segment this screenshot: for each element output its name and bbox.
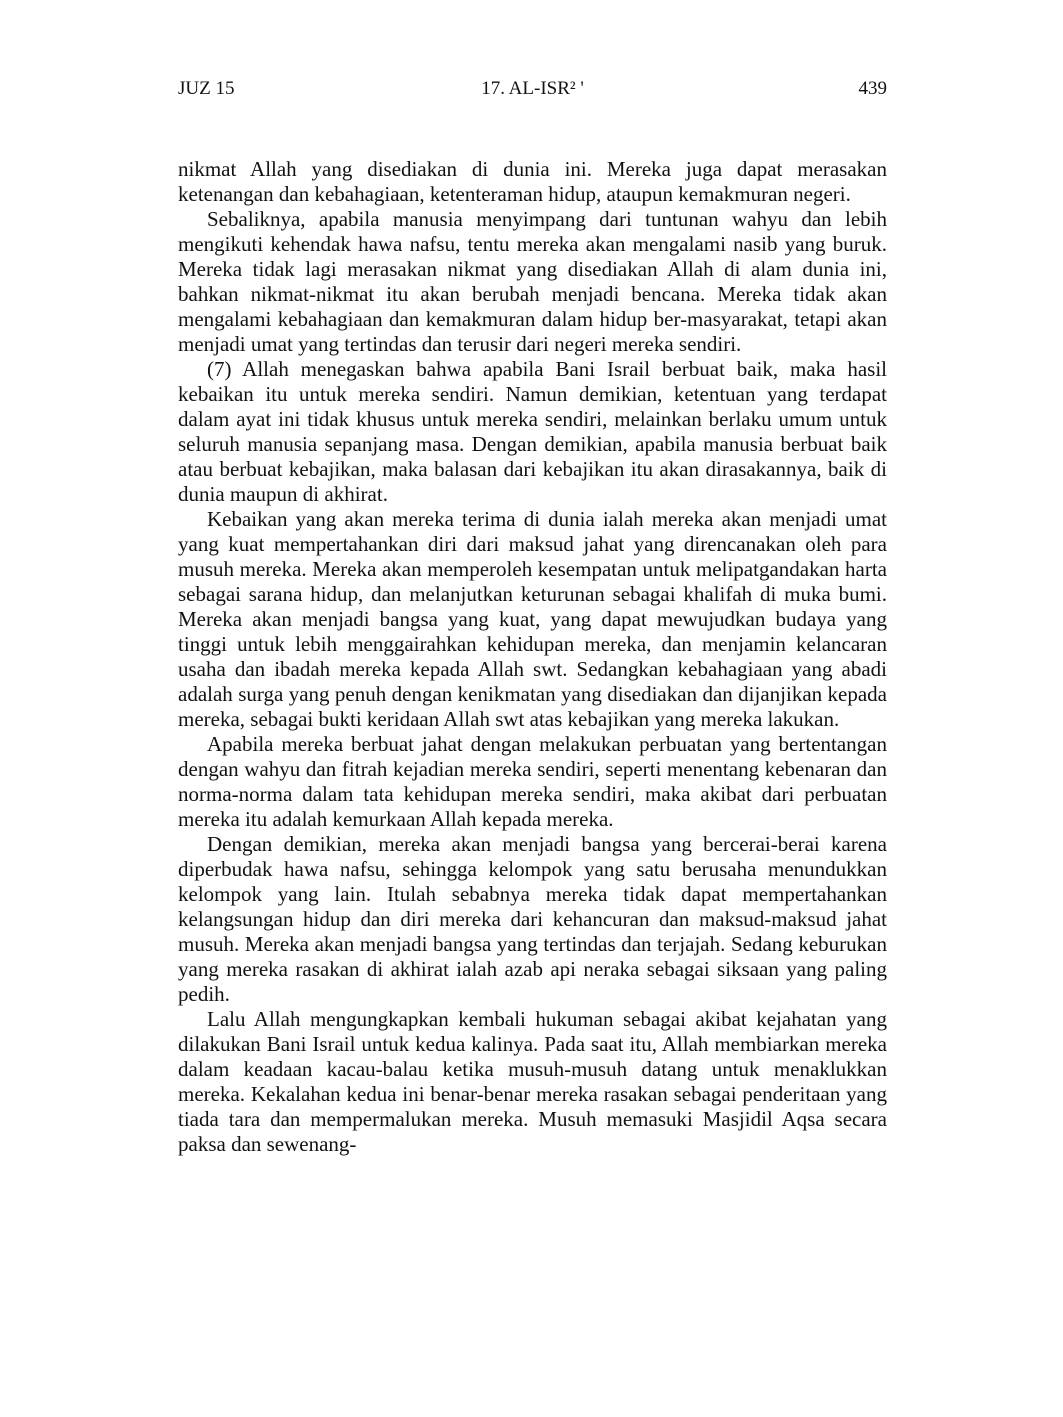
paragraph: Kebaikan yang akan mereka terima di dunia ialah mereka akan menjadi umat yang kuat mempertahankan diri dari maksud jahat yang direncanakan oleh para musuh mereka. Mereka akan memperoleh kesempatan untuk melipatgandakan harta sebagai sarana hidup, dan melanjutkan keturunan sebagai khalifah di muka bumi. Mereka akan menjadi bangsa yang kuat, yang dapat mewujudkan budaya yang tinggi untuk lebih menggairahkan kehidupan mereka, dan menjamin kelancaran usaha dan ibadah mereka kepada Allah swt. Sedangkan kebahagiaan yang abadi adalah surga yang penuh dengan kenikmatan yang disediakan dan dijanjikan kepada mereka, sebagai bukti keridaan Allah swt atas kebajikan yang mereka lakukan. [178,507,887,731]
paragraph: Sebaliknya, apabila manusia menyimpang dari tuntunan wahyu dan lebih mengikuti kehendak hawa nafsu, tentu mereka akan mengalami nasib yang buruk. Mereka tidak lagi merasakan nikmat yang disediakan Allah di alam dunia ini, bahkan nikmat-nikmat itu akan berubah menjadi bencana. Mereka tidak akan mengalami kebahagiaan dan kemakmuran dalam hidup ber-masyarakat, tetapi akan menjadi umat yang tertindas dan terusir dari negeri mereka sendiri. [178,207,887,356]
paragraph: Lalu Allah mengungkapkan kembali hukuman sebagai akibat kejahatan yang dilakukan Bani Israil untuk kedua kalinya. Pada saat itu, Allah membiarkan mereka dalam keadaan kacau-balau ketika musuh-musuh datang untuk menaklukkan mereka. Kekalahan kedua ini benar-benar mereka rasakan sebagai penderitaan yang tiada tara dan mempermalukan mereka. Musuh memasuki Masjidil Aqsa secara paksa dan sewenang- [178,1007,887,1156]
paragraph-continuation: nikmat Allah yang disediakan di dunia ini. Mereka juga dapat merasakan ketenangan dan kebahagiaan, ketenteraman hidup, ataupun kemakmuran negeri. [178,157,887,206]
page-number: 439 [858,78,887,99]
body-text [178,157,887,1157]
surah-title: 17. AL-ISR² ' [481,78,584,99]
paragraph: Apabila mereka berbuat jahat dengan melakukan perbuatan yang bertentangan dengan wahyu dan fitrah kejadian mereka sendiri, seperti menentang kebenaran dan norma-norma dalam tata kehidupan mereka sendiri, maka akibat dari perbuatan mereka itu adalah kemurkaan Allah kepada mereka. [178,732,887,831]
paragraph: Dengan demikian, mereka akan menjadi bangsa yang bercerai-berai karena diperbudak hawa nafsu, sehingga kelompok yang satu berusaha menundukkan kelompok yang lain. Itulah sebabnya mereka tidak dapat mempertahankan kelangsungan hidup dan diri mereka dari kehancuran dan maksud-maksud jahat musuh. Mereka akan menjadi bangsa yang tertindas dan terjajah. Sedang keburukan yang mereka rasakan di akhirat ialah azab api neraka sebagai siksaan yang paling pedih. [178,832,887,1006]
paragraph-verse-7: (7) Allah menegaskan bahwa apabila Bani Israil berbuat baik, maka hasil kebaikan itu untuk mereka sendiri. Namun demikian, ketentuan yang terdapat dalam ayat ini tidak khusus untuk mereka sendiri, melainkan berlaku umum untuk seluruh manusia sepanjang masa. Dengan demikian, apabila manusia berbuat baik atau berbuat kebajikan, maka balasan dari kebajikan itu akan dirasakannya, baik di dunia maupun di akhirat. [178,357,887,506]
running-header [178,75,887,103]
juz-label: JUZ 15 [178,78,235,99]
